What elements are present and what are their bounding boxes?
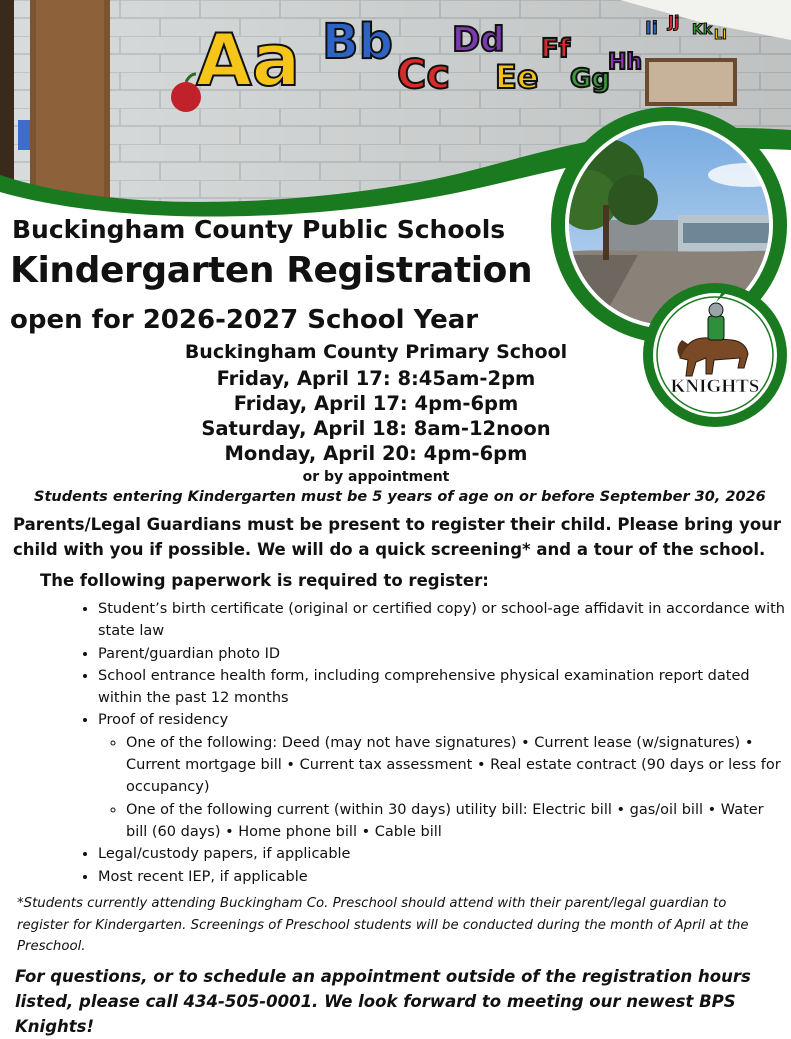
schedule-time-4: Monday, April 20: 4pm-6pm	[224, 442, 528, 465]
list-item: • Most recent IEP, if applicable	[98, 866, 788, 888]
letter-i: Ii	[645, 18, 658, 39]
letter-d: Dd	[452, 20, 505, 60]
list-item: • Legal/custody papers, if applicable	[98, 843, 788, 865]
closing-contact: For questions, or to schedule an appointment outside of the registration hours listed, please call 434-505-0001. We look forward to meeting our newest BPS Knights!	[15, 967, 751, 1036]
schedule-time-3: Saturday, April 18: 8am-12noon	[201, 417, 551, 440]
school-location: Buckingham County Primary School	[184, 341, 568, 363]
list-item: • Parent/guardian photo ID	[98, 643, 788, 665]
page-title: Kindergarten Registration	[10, 250, 533, 291]
letter-c: Cc	[397, 52, 451, 98]
letter-h: Hh	[608, 50, 643, 75]
logo-text: KNIGHTS	[670, 376, 760, 397]
letter-b: Bb	[322, 14, 393, 70]
list-item: • Student’s birth certificate (original or certified copy) or school-age affidavit in accordance with state law	[98, 598, 788, 643]
letter-k: Kk	[692, 22, 713, 38]
paperwork-list	[80, 598, 788, 888]
letter-g: Gg	[570, 64, 610, 94]
sub-list-item: ◦ One of the following current (within 30 days) utility bill: Electric bill • gas/oil bill • Water bill (60 days) • Home phone bill • Cable bill	[126, 799, 788, 844]
schedule-time-2: Friday, April 17: 4pm-6pm	[233, 392, 519, 415]
school-year: open for 2026-2027 School Year	[10, 305, 479, 335]
preschool-footnote: *Students currently attending Buckingham Co. Preschool should attend with their parent/legal guardian to register for Kindergarten. Screenings of Preschool students will be conducted during the month of April at the Preschool.	[17, 896, 749, 954]
letter-e: Ee	[495, 58, 539, 96]
parents-note: Parents/Legal Guardians must be present to register their child. Please bring your child with you if possible. We will do a quick screening* and a tour of the school.	[13, 515, 782, 559]
schedule-time-1: Friday, April 17: 8:45am-2pm	[216, 367, 536, 390]
letter-j: Jj	[668, 12, 680, 31]
school-district-name: Buckingham County Public Schools	[12, 215, 506, 244]
list-item	[98, 709, 788, 843]
residency-sublist	[98, 732, 788, 843]
appointment-note: or by appointment	[302, 469, 450, 485]
age-requirement: Students entering Kindergarten must be 5 years of age on or before September 30, 2026	[34, 489, 766, 505]
list-item-label: Proof of residency	[98, 712, 229, 729]
list-item: • School entrance health form, including comprehensive physical examination report dated within the past 12 months	[98, 665, 788, 710]
letter-f: Ff	[541, 34, 571, 64]
letter-l: Ll	[714, 28, 727, 43]
letter-a: Aa	[196, 18, 301, 102]
paperwork-heading: The following paperwork is required to register:	[40, 571, 489, 590]
sub-list-item: ◦ One of the following: Deed (may not have signatures) • Current lease (w/signatures) • Current mortgage bill • Current tax assessment • Real estate contract (90 days or less for occupancy)	[126, 732, 788, 799]
